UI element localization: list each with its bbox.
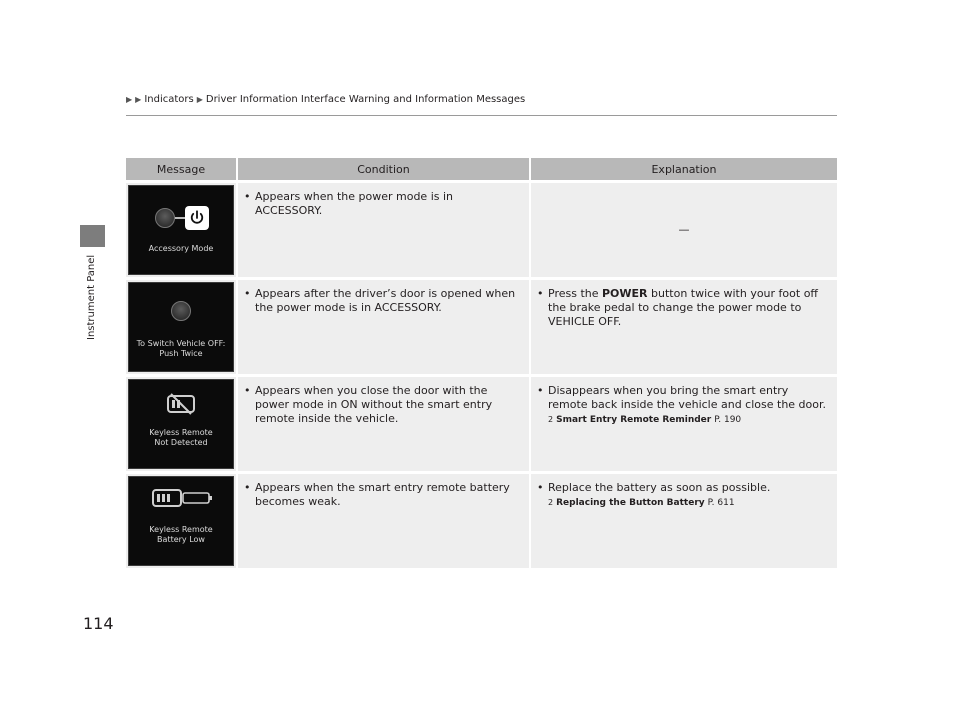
sidebar-section-label: Instrument Panel [86,254,97,340]
bullet-icon: • [244,481,251,494]
explanation-cell [531,280,837,374]
header-divider [126,115,837,116]
section-tab-marker [80,225,105,247]
breadcrumb-arrow-icon: ▶ [135,95,142,104]
breadcrumb-page[interactable]: Driver Information Interface Warning and Information Messages [205,94,526,105]
column-header-condition: Condition [238,158,529,180]
table-row [126,377,837,471]
explanation-cell [531,377,837,471]
breadcrumb-arrow-icon: ▶ [196,95,203,104]
reference-arrow-icon: 2 [548,498,554,507]
remote-not-detected-icon [165,392,199,416]
condition-text: Appears after the driver’s door is opened when the power mode is in ACCESSORY. [255,287,516,314]
condition-cell [238,183,529,277]
bullet-icon: • [537,481,544,494]
screen-message-line2: Push Twice [159,349,203,358]
screen-message-line2: Battery Low [157,535,205,544]
table-row [126,474,837,568]
screen-message-line1: Keyless Remote [149,525,213,534]
battery-low-icon [151,487,215,509]
bullet-icon: • [244,190,251,203]
message-cell [126,280,236,374]
screen-message-text: Accessory Mode [148,244,214,253]
table-header [126,158,837,180]
keyless-not-detected-display [128,379,234,469]
power-button-icon [185,206,209,230]
page-number: 114 [83,614,114,633]
keyless-battery-low-display [128,476,234,566]
power-knob-icon [155,208,175,228]
column-header-message: Message [126,158,236,180]
message-cell [126,474,236,568]
screen-message-line2: Not Detected [154,438,208,447]
reference-title: Replacing the Button Battery [556,498,705,508]
accessory-mode-display [128,185,234,275]
reference-arrow-icon: 2 [548,415,554,424]
cross-reference-link[interactable] [548,496,831,510]
connector-line [175,217,185,219]
condition-cell [238,280,529,374]
reference-title: Smart Entry Remote Reminder [556,415,712,425]
column-header-explanation: Explanation [531,158,837,180]
condition-text: Appears when the power mode is in ACCESSORY. [255,190,453,217]
screen-message-line1: Keyless Remote [149,428,213,437]
explanation-text-pre: Press the [548,287,602,300]
condition-text: Appears when the smart entry remote battery becomes weak. [255,481,510,508]
power-knob-icon [171,301,191,321]
power-button-term: POWER [602,287,648,300]
breadcrumb-section[interactable]: Indicators [144,94,194,105]
message-cell [126,183,236,277]
explanation-text: Replace the battery as soon as possible. [548,481,771,494]
explanation-text-post: button twice with your foot off the brake pedal to change the power mode to VEHICLE OFF. [548,287,818,328]
cross-reference-link[interactable] [548,413,831,427]
explanation-text: Disappears when you bring the smart entry remote back inside the vehicle and close the door. [548,384,827,411]
no-explanation-dash: — [678,223,690,236]
condition-cell [238,474,529,568]
reference-page: P. 190 [714,415,742,425]
reference-page: P. 611 [707,498,735,508]
table-row [126,183,837,277]
screen-message-line1: To Switch Vehicle OFF: [136,339,226,348]
switch-vehicle-off-display [128,282,234,372]
bullet-icon: • [537,384,544,397]
breadcrumb [126,94,525,105]
condition-text: Appears when you close the door with the power mode in ON without the smart entry remote inside the vehicle. [255,384,493,425]
explanation-cell [531,183,837,277]
explanation-cell [531,474,837,568]
table-row [126,280,837,374]
bullet-icon: • [537,287,544,300]
message-cell [126,377,236,471]
breadcrumb-arrow-icon: ▶ [126,95,133,104]
messages-table [126,158,837,568]
bullet-icon: • [244,384,251,397]
condition-cell [238,377,529,471]
bullet-icon: • [244,287,251,300]
